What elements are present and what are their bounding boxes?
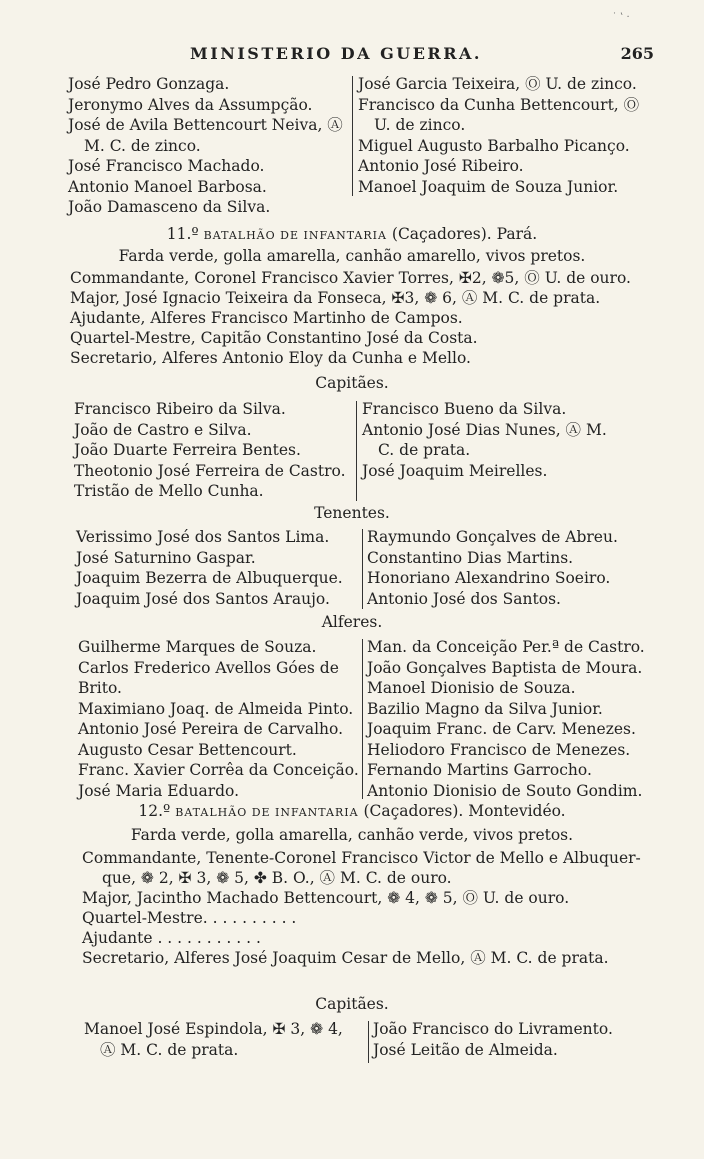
- staff-line: Quartel-Mestre, Capitão Constantino José da Costa.: [70, 329, 478, 347]
- battalion-location: (Caçadores). Pará.: [391, 225, 538, 243]
- staff-line: Secretario, Alferes Antonio Eloy da Cunha e Mello.: [70, 349, 471, 367]
- alferes-right: [367, 637, 645, 801]
- tenentes-right: [367, 527, 618, 609]
- list-item: Francisco Bueno da Silva.: [362, 400, 567, 418]
- staff-line: Ajudante, Alferes Francisco Martinho de Campos.: [70, 309, 463, 327]
- list-item: José Leitão de Almeida.: [373, 1040, 558, 1059]
- list-item: João Francisco do Livramento.: [373, 1020, 613, 1038]
- staff-line: Commandante, Tenente-Coronel Francisco Victor de Mello e Albuquer-: [82, 849, 641, 867]
- list-item: Manoel José Espindola, ✠ 3, ❁ 4,: [84, 1020, 343, 1038]
- list-item: Constantino Dias Martins.: [367, 548, 574, 567]
- list-item: Antonio José Pereira de Carvalho.: [78, 720, 344, 738]
- staff-line: Major, José Ignacio Teixeira da Fonseca, ✠3, ❁ 6, Ⓐ M. C. de prata.: [70, 289, 601, 307]
- battalion-location: (Caçadores). Montevidéo.: [363, 802, 566, 820]
- list-item: Brito.: [78, 679, 122, 697]
- list-item: José Francisco Machado.: [68, 157, 265, 175]
- list-item: Antonio Manoel Barbosa.: [68, 177, 267, 196]
- page-title: MINISTERIO DA GUERRA.: [190, 44, 482, 63]
- capitaes-left: [74, 399, 346, 502]
- list-item: José de Avila Bettencourt Neiva, Ⓐ: [68, 116, 343, 134]
- list-item: Ⓐ M. C. de prata.: [100, 1040, 239, 1059]
- capitaes-heading: Capitães.: [315, 374, 389, 392]
- list-item: José Garcia Teixeira, Ⓞ U. de zinco.: [358, 75, 637, 93]
- battalion-number: 11.º: [166, 225, 199, 243]
- list-item: Antonio José Dias Nunes, Ⓐ M.: [362, 420, 607, 439]
- alferes-heading: Alferes.: [321, 613, 383, 631]
- list-item: Manoel Joaquim de Souza Junior.: [358, 177, 619, 196]
- list-item: Tristão de Mello Cunha.: [74, 482, 264, 500]
- list-item: Verissimo José dos Santos Lima.: [76, 528, 330, 546]
- list-item: João Duarte Ferreira Bentes.: [74, 441, 301, 459]
- list-item: Raymundo Gonçalves de Abreu.: [367, 528, 618, 546]
- list-item: José Pedro Gonzaga.: [68, 75, 230, 93]
- list-item: M. C. de zinco.: [84, 136, 201, 155]
- list-item: Guilherme Marques de Souza.: [78, 638, 317, 656]
- battalion-11-uniform: Farda verde, golla amarella, canhão amarello, vivos pretos.: [118, 247, 586, 265]
- list-item: Franc. Xavier Corrêa da Conceição.: [78, 761, 359, 779]
- capitaes-right: [362, 399, 607, 481]
- list-item: Antonio Dionisio de Souto Gondim.: [367, 781, 643, 800]
- staff-line: Secretario, Alferes José Joaquim Cesar de Mello, Ⓐ M. C. de prata.: [82, 949, 609, 967]
- capitaes-right: [373, 1019, 613, 1060]
- list-item: José Maria Eduardo.: [78, 781, 240, 800]
- battalion-type: BATALHÃO DE INFANTARIA: [203, 229, 387, 242]
- list-item: Carlos Frederico Avellos Góes de: [78, 658, 339, 677]
- list-item: C. de prata.: [378, 441, 471, 459]
- list-item: José Saturnino Gaspar.: [76, 548, 256, 567]
- battalion-number: 12.º: [138, 802, 171, 820]
- staff-line: Quartel-Mestre. . . . . . . . . .: [82, 909, 297, 927]
- list-item: João Damasceno da Silva.: [68, 198, 271, 216]
- top-list-left: [68, 74, 343, 218]
- staff-line: Commandante, Coronel Francisco Xavier Torres, ✠2, ❁5, Ⓞ U. de ouro.: [70, 269, 631, 287]
- list-item: Fernando Martins Garrocho.: [367, 761, 592, 779]
- list-item: Maximiano Joaq. de Almeida Pinto.: [78, 699, 354, 718]
- page-number: 265: [620, 44, 654, 63]
- list-item: João de Castro e Silva.: [74, 420, 252, 439]
- list-item: U. de zinco.: [374, 116, 466, 134]
- column-divider: [362, 529, 363, 609]
- top-list-right: [358, 74, 639, 197]
- list-item: Francisco da Cunha Bettencourt, Ⓞ: [358, 95, 640, 114]
- staff-line: que, ❁ 2, ✠ 3, ❁ 5, ✤ B. O., Ⓐ M. C. de ouro.: [102, 869, 452, 887]
- list-item: José Joaquim Meirelles.: [362, 461, 548, 480]
- page-specks: ˙ ‛ ·: [612, 12, 630, 23]
- alferes-left: [78, 637, 359, 801]
- capitaes-left: [84, 1019, 343, 1060]
- list-item: Joaquim Franc. de Carv. Menezes.: [367, 720, 636, 738]
- list-item: Joaquim José dos Santos Araujo.: [76, 589, 330, 608]
- tenentes-left: [76, 527, 343, 609]
- column-divider: [362, 639, 363, 799]
- list-item: Bazilio Magno da Silva Junior.: [367, 699, 603, 718]
- list-item: Francisco Ribeiro da Silva.: [74, 400, 286, 418]
- list-item: João Gonçalves Baptista de Moura.: [367, 658, 643, 677]
- list-item: Joaquim Bezerra de Albuquerque.: [76, 569, 343, 587]
- staff-line: Ajudante . . . . . . . . . . .: [82, 929, 261, 947]
- staff-line: Major, Jacintho Machado Bettencourt, ❁ 4, ❁ 5, Ⓞ U. de ouro.: [82, 889, 570, 907]
- column-divider: [356, 401, 357, 501]
- list-item: Manoel Dionisio de Souza.: [367, 679, 576, 697]
- list-item: Miguel Augusto Barbalho Picanço.: [358, 136, 630, 155]
- list-item: Man. da Conceição Per.ª de Castro.: [367, 638, 645, 656]
- list-item: Heliodoro Francisco de Menezes.: [367, 740, 631, 759]
- column-divider: [368, 1021, 369, 1063]
- list-item: Antonio José dos Santos.: [367, 589, 561, 608]
- list-item: Antonio José Ribeiro.: [358, 157, 524, 175]
- column-divider: [352, 76, 353, 196]
- list-item: Jeronymo Alves da Assumpção.: [68, 95, 313, 114]
- capitaes-heading: Capitães.: [315, 995, 389, 1013]
- list-item: Augusto Cesar Bettencourt.: [78, 740, 297, 759]
- battalion-12-uniform: Farda verde, golla amarella, canhão verde, vivos pretos.: [130, 826, 574, 844]
- battalion-12-heading: [0, 801, 704, 822]
- list-item: Theotonio José Ferreira de Castro.: [74, 461, 346, 480]
- tenentes-heading: Tenentes.: [314, 504, 390, 522]
- page-header: [0, 44, 704, 70]
- list-item: Honoriano Alexandrino Soeiro.: [367, 569, 611, 587]
- battalion-type: BATALHÃO DE INFANTARIA: [175, 806, 359, 819]
- battalion-11-heading: [0, 224, 704, 245]
